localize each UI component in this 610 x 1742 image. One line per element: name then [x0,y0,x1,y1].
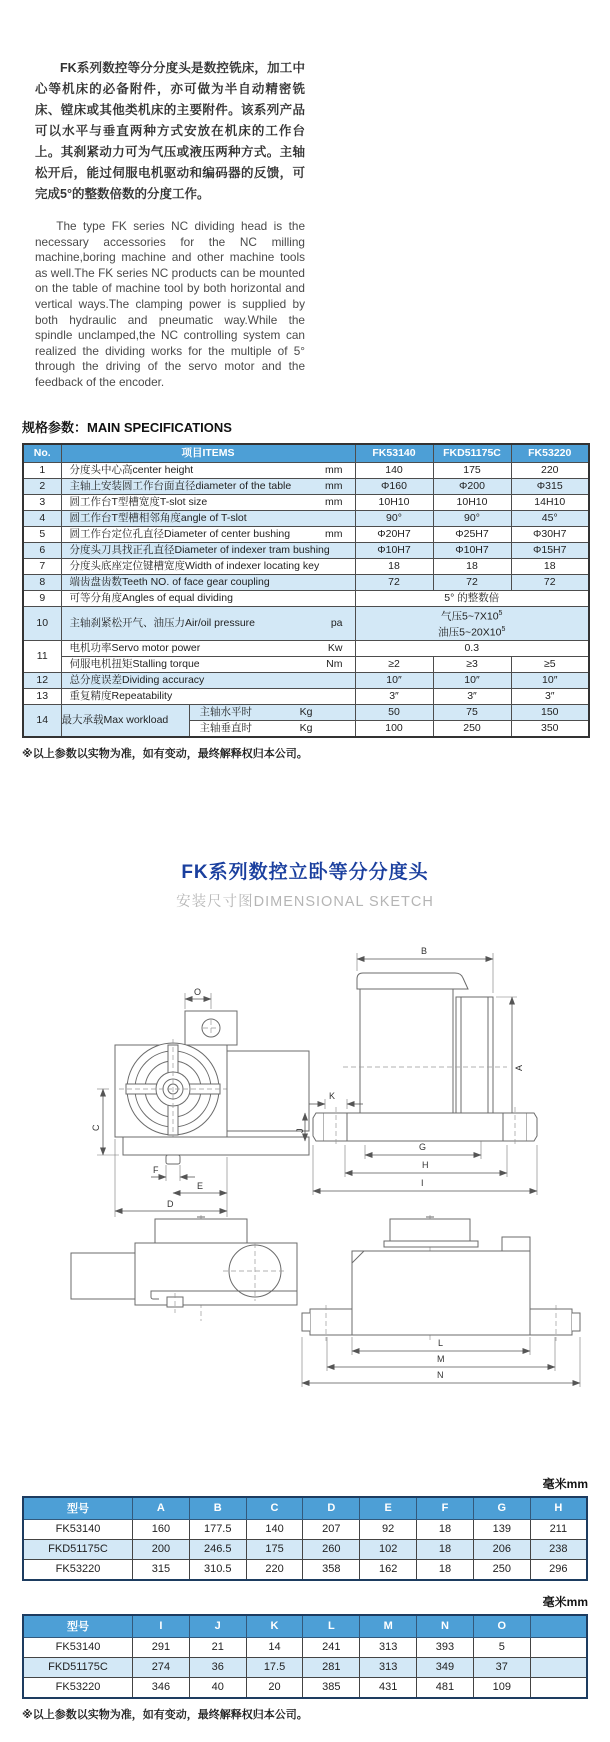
dim-header-cell: B [189,1497,246,1520]
spec-value: 50 [355,704,433,720]
spec-value: 45° [511,510,589,526]
spec-no: 10 [23,606,61,640]
dim-label-f: F [153,1164,159,1175]
spec-value: 350 [511,720,589,737]
dim-value-cell: 346 [133,1677,190,1698]
dim-label-m: M [437,1353,445,1364]
dim-value-cell: 385 [303,1677,360,1698]
spec-value: 10″ [355,672,433,688]
dim-header-cell: I [133,1615,190,1638]
dim-value-cell: 20 [246,1677,303,1698]
dim-value-cell: 139 [473,1519,530,1539]
spec-value: 3″ [433,688,511,704]
spec-value: ≥2 [355,656,433,672]
front-view-drawing [85,985,325,1225]
dim-header-cell: 型号 [23,1497,133,1520]
spec-row-3 [23,494,589,510]
spec-item: 分度头中心高center height mm [61,462,355,478]
spec-no: 8 [23,574,61,590]
spec-value: 72 [511,574,589,590]
dim-header-cell: F [417,1497,474,1520]
dim-header-cell-empty [530,1615,587,1638]
dim-header-cell: G [473,1497,530,1520]
dim-value-cell: 349 [417,1657,474,1677]
spec-subitem: 主轴水平时 Kg [189,704,355,720]
dim-table-row [23,1519,587,1539]
spec-col-model-1: FK53140 [355,444,433,463]
dim-header-cell: L [303,1615,360,1638]
spec-no: 9 [23,590,61,606]
unit-label-mm-2: 毫米mm [542,1594,588,1609]
dim-value-cell: 18 [417,1539,474,1559]
dim-label-i: I [421,1177,424,1188]
spec-col-no: No. [23,444,61,463]
dim-table-row [23,1559,587,1580]
spec-no: 14 [23,704,61,737]
spec-value-merged: 5° 的整数倍 [355,590,589,606]
dim-value-cell: 250 [473,1559,530,1580]
rear-view-drawing [292,1213,592,1388]
dim-value-cell: 238 [530,1539,587,1559]
spec-row-6 [23,542,589,558]
dim-label-j: J [295,1128,305,1133]
spec-value: Φ315 [511,478,589,494]
dim-value-cell [530,1657,587,1677]
spec-value: 150 [511,704,589,720]
spec-value: 3″ [355,688,433,704]
dim-label-n: N [437,1369,444,1380]
dim-value-cell: 313 [360,1637,417,1657]
dim-value-cell: 36 [189,1657,246,1677]
dim-value-cell: 162 [360,1559,417,1580]
dim-footnote: ※以上参数以实物为准，如有变动，最终解释权归本公司。 [22,1708,308,1721]
dim-header-row [23,1497,587,1520]
dim-value-cell [530,1637,587,1657]
spec-value: Φ15H7 [511,542,589,558]
dim-value-cell: 211 [530,1519,587,1539]
dim-model-cell: FK53140 [23,1519,133,1539]
dim-value-cell: 260 [303,1539,360,1559]
spec-item: 分度头底座定位键槽宽度Width of indexer locating key [61,558,355,574]
spec-no: 3 [23,494,61,510]
dim-label-h: H [422,1159,429,1170]
spec-value: ≥3 [433,656,511,672]
dim-value-cell: 177.5 [189,1519,246,1539]
dim-value-cell: 21 [189,1637,246,1657]
spec-item: 伺服电机扭矩Stalling torque Nm [61,656,355,672]
top-view-drawing [55,1213,325,1323]
dim-value-cell: 92 [360,1519,417,1539]
dim-model-cell: FKD51175C [23,1539,133,1559]
dim-value-cell: 207 [303,1519,360,1539]
dim-table-row [23,1539,587,1559]
dim-header-cell: J [189,1615,246,1638]
spec-value: 14H10 [511,494,589,510]
dim-value-cell: 200 [133,1539,190,1559]
spec-value: 18 [433,558,511,574]
spec-value: 90° [433,510,511,526]
dim-header-cell: C [246,1497,303,1520]
spec-value: Φ25H7 [433,526,511,542]
dim-value-cell: 18 [417,1519,474,1539]
dim-value-cell: 315 [133,1559,190,1580]
unit-label-mm-1: 毫米mm [542,1476,588,1491]
dim-value-cell: 310.5 [189,1559,246,1580]
spec-item: 分度头刀具找正孔直径Diameter of indexer tram bushing [61,542,355,558]
dim-value-cell: 109 [473,1677,530,1698]
spec-subitem: 主轴垂直时 Kg [189,720,355,737]
dim-value-cell: 37 [473,1657,530,1677]
dim-label-l: L [438,1337,444,1348]
spec-item: 主轴上安装圆工作台面直径diameter of the table mm [61,478,355,494]
dim-value-cell: 40 [189,1677,246,1698]
dim-label-c: C [91,1124,101,1131]
spec-col-items: 项目ITEMS [61,444,355,463]
spec-footnote: ※以上参数以实物为准，如有变动，最终解释权归本公司。 [22,747,308,760]
dim-label-k: K [329,1090,336,1101]
dim-value-cell: 274 [133,1657,190,1677]
spec-row-8 [23,574,589,590]
dimensional-sketch-area [0,911,610,1441]
dim-value-cell: 281 [303,1657,360,1677]
dim-header-cell: 型号 [23,1615,133,1638]
spec-no: 2 [23,478,61,494]
spec-item: 电机功率Servo motor power Kw [61,640,355,656]
spec-row-12 [23,672,589,688]
spec-no: 7 [23,558,61,574]
spec-value: 18 [511,558,589,574]
dim-value-cell: 296 [530,1559,587,1580]
spec-value-merged: 气压$5\sim 7X10^5$ 油压$5\sim 20X10^5$ [355,606,589,640]
dim-value-cell: 14 [246,1637,303,1657]
dim-header-cell: D [303,1497,360,1520]
spec-value: Φ30H7 [511,526,589,542]
spec-item: 圆工作台T型槽相邻角度angle of T-slot [61,510,355,526]
spec-value: Φ200 [433,478,511,494]
spec-no: 12 [23,672,61,688]
side-view-drawing [295,941,580,1211]
spec-value: Φ10H7 [433,542,511,558]
dim-value-cell: 17.5 [246,1657,303,1677]
dimension-table-a-h [22,1496,588,1581]
dim-label-b: B [421,945,428,956]
dim-value-cell: 140 [246,1519,303,1539]
dim-label-e: E [197,1180,204,1191]
dim-header-row [23,1615,587,1638]
sketch-title: FK系列数控立卧等分分度头 [181,861,429,883]
spec-row-13 [23,688,589,704]
dim-table-row [23,1677,587,1698]
dim-header-cell: N [417,1615,474,1638]
spec-value: 10H10 [355,494,433,510]
spec-row-5 [23,526,589,542]
intro-paragraph-english: The type FK series NC dividing head is the necessary accessories for the NC milling machine,boring machine and other machine tools as well.The FK series NC products can be mounted on the table of machine tool by both horizontal and vertical ways.The clamping power is supplied by both hydraulic and pneumatic way.While the spindle unclamped,the NC controlling system can realized the dividing works for the multiple of 5° through the driving of the servo motor and the feedback of the encoder. [35,219,305,389]
spec-no: 11 [23,640,61,672]
spec-row-10 [23,606,589,640]
dim-value-cell: 291 [133,1637,190,1657]
dim-model-cell: FKD51175C [23,1657,133,1677]
spec-row-2 [23,478,589,494]
spec-value: Φ20H7 [355,526,433,542]
dim-value-cell: 241 [303,1637,360,1657]
main-specifications-table [22,443,590,738]
spec-item: 重复精度Repeatability [61,688,355,704]
spec-item: 总分度误差Dividing accuracy [61,672,355,688]
spec-no: 5 [23,526,61,542]
spec-value: 90° [355,510,433,526]
spec-value-merged: 0.3 [355,640,589,656]
sketch-subtitle: 安装尺寸图DIMENSIONAL SKETCH [176,893,434,910]
spec-value: Φ10H7 [355,542,433,558]
spec-no: 6 [23,542,61,558]
spec-value: 140 [355,462,433,478]
dim-value-cell: 431 [360,1677,417,1698]
dim-model-cell: FK53220 [23,1677,133,1698]
spec-value: 100 [355,720,433,737]
spec-item: 主轴刹紧松开气、油压力Air/oil pressure pa [61,606,355,640]
spec-col-model-3: FK53220 [511,444,589,463]
intro-paragraph-chinese: FK系列数控等分分度头是数控铣床，加工中心等机床的必备附件，亦可做为半自动精密铣床、镗床或其他类机床的主要附件。该系列产品可以水平与垂直两种方式安放在机床的工作台上。其刹紧动力可为气压或液压两种方式。主轴松开后，能过伺服电机驱动和编码器的反馈，可完成5°的整数倍数的分度工作。 [35,61,305,201]
dim-value-cell: 5 [473,1637,530,1657]
spec-no: 4 [23,510,61,526]
dim-model-cell: FK53220 [23,1559,133,1580]
spec-value: 175 [433,462,511,478]
spec-row-4 [23,510,589,526]
spec-row-7 [23,558,589,574]
spec-item: 圆工作台定位孔直径Diameter of center bushing mm [61,526,355,542]
spec-row-11a [23,640,589,656]
dim-value-cell [530,1677,587,1698]
spec-no: 1 [23,462,61,478]
spec-value: Φ160 [355,478,433,494]
spec-value: 10H10 [433,494,511,510]
spec-value: 250 [433,720,511,737]
spec-row-9 [23,590,589,606]
spec-item: 圆工作台T型槽宽度T-slot size mm [61,494,355,510]
dim-label-o: O [194,986,202,997]
dim-label-g: G [419,1141,427,1152]
catalog-page [0,58,610,1742]
dim-value-cell: 358 [303,1559,360,1580]
dim-header-cell: O [473,1615,530,1638]
spec-item: 最大承载Max workload [61,704,189,737]
dim-header-cell: E [360,1497,417,1520]
spec-value: 10″ [511,672,589,688]
dim-value-cell: 220 [246,1559,303,1580]
spec-row-11b [23,656,589,672]
spec-row-1 [23,462,589,478]
dim-header-cell: H [530,1497,587,1520]
dim-header-cell: A [133,1497,190,1520]
spec-header-row [23,444,589,463]
dim-header-cell: K [246,1615,303,1638]
dim-label-a: A [514,1064,524,1071]
spec-item: 可等分角度Angles of equal dividing [61,590,355,606]
sketch-heading-block [0,857,610,911]
spec-col-model-2: FKD51175C [433,444,511,463]
dim-value-cell: 481 [417,1677,474,1698]
spec-value: 72 [433,574,511,590]
spec-value: 72 [355,574,433,590]
spec-value: 220 [511,462,589,478]
dim-table-row [23,1657,587,1677]
spec-section-heading: 规格参数：MAIN SPECIFICATIONS [22,419,232,435]
spec-value: ≥5 [511,656,589,672]
dim-value-cell: 246.5 [189,1539,246,1559]
dim-label-d: D [167,1198,174,1209]
dim-header-cell: M [360,1615,417,1638]
spec-row-14a [23,704,589,720]
dim-table-row [23,1637,587,1657]
dimension-table-i-o [22,1614,588,1699]
spec-value: 18 [355,558,433,574]
dim-value-cell: 206 [473,1539,530,1559]
spec-value: 75 [433,704,511,720]
dim-value-cell: 160 [133,1519,190,1539]
dim-model-cell: FK53140 [23,1637,133,1657]
dim-value-cell: 18 [417,1559,474,1580]
intro-section [35,58,305,391]
dim-value-cell: 313 [360,1657,417,1677]
spec-no: 13 [23,688,61,704]
spec-item: 端齿盘齿数Teeth NO. of face gear coupling [61,574,355,590]
spec-value: 3″ [511,688,589,704]
dim-value-cell: 393 [417,1637,474,1657]
dim-value-cell: 175 [246,1539,303,1559]
dim-value-cell: 102 [360,1539,417,1559]
spec-value: 10″ [433,672,511,688]
